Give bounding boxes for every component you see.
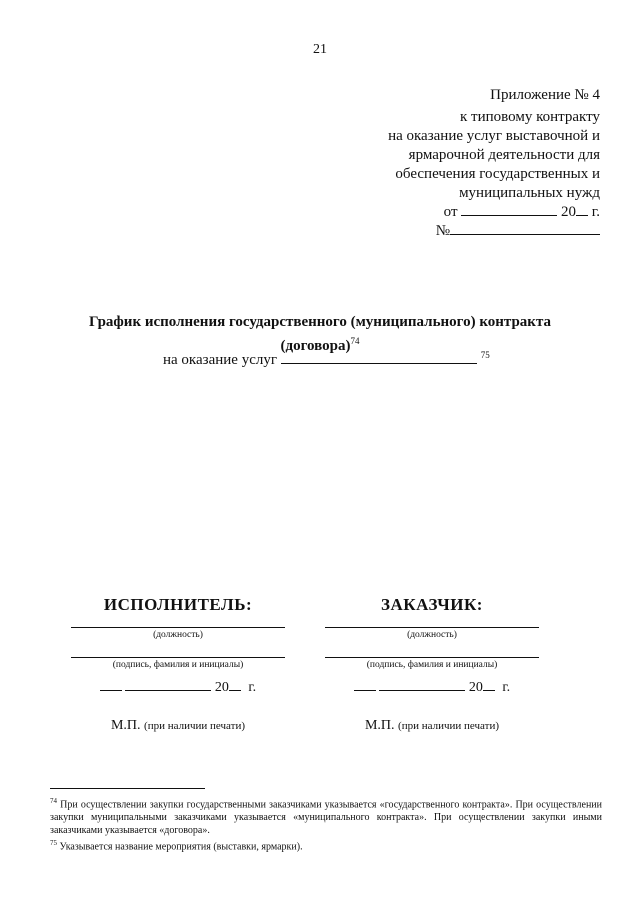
services-label: на оказание услуг (163, 352, 277, 368)
date-year: 20 (468, 680, 483, 695)
number-prefix: № (435, 223, 450, 239)
position-line (71, 627, 285, 628)
appendix-line: ярмарочной деятельности для (408, 147, 600, 163)
footnote-separator (50, 788, 205, 789)
footnote-text: Указывается название мероприятия (выставки, ярмарки). (59, 841, 303, 853)
appendix-number (388, 222, 600, 241)
executor-block (68, 595, 288, 734)
appendix-date (388, 203, 600, 222)
executor-stamp (68, 718, 288, 734)
stamp-label: М.П. (364, 718, 395, 733)
date-suffix: г. (502, 680, 511, 695)
customer-block (322, 595, 542, 734)
date-year: 20 (214, 680, 229, 695)
customer-heading: ЗАКАЗЧИК: (381, 595, 483, 614)
appendix-header (388, 86, 600, 241)
footnote-75 (50, 837, 602, 853)
title-line-2-text: (договора) (280, 338, 351, 354)
appendix-line: обеспечения государственных и (395, 166, 600, 182)
customer-stamp (322, 718, 542, 734)
title-line-1: График исполнения государственного (муниципального) контракта (88, 314, 551, 330)
position-caption: (должность) (407, 630, 457, 640)
executor-heading: ИСПОЛНИТЕЛЬ: (103, 595, 253, 614)
signature-line (71, 657, 285, 658)
customer-date (322, 678, 542, 696)
services-blank (281, 351, 477, 364)
stamp-note: (при наличии печати) (398, 720, 500, 732)
year-blank (229, 678, 241, 691)
signature-line (325, 657, 539, 658)
footnote-74 (50, 795, 602, 837)
date-suffix: г. (248, 680, 257, 695)
footnotes (50, 795, 602, 854)
stamp-label: М.П. (110, 718, 141, 733)
page-number: 21 (313, 42, 327, 57)
date-year: 20 (561, 204, 577, 220)
appendix-title: Приложение № 4 (490, 87, 600, 103)
executor-date (68, 678, 288, 696)
footnote-number: 74 (50, 797, 57, 805)
date-blank (461, 203, 557, 216)
signature-caption: (подпись, фамилия и инициалы) (112, 660, 244, 670)
footnote-text: При осуществлении закупки государственными заказчиками указывается «государственного контракта». При осуществлении закупки муниципальными заказчиками указывается «муниципального контракта». При осуществлении закупки иными заказчиками указывается «договора». (50, 799, 602, 837)
services-line (163, 350, 490, 369)
year-blank (576, 203, 588, 216)
appendix-line: на оказание услуг выставочной и (388, 128, 600, 144)
month-blank (125, 678, 211, 691)
year-blank (483, 678, 495, 691)
day-blank (100, 678, 122, 691)
footnote-number: 75 (50, 839, 57, 848)
date-prefix: от (443, 204, 458, 220)
position-caption: (должность) (153, 630, 203, 640)
footnote-ref: 74 (350, 336, 360, 346)
appendix-line: муниципальных нужд (459, 185, 600, 201)
footnote-ref: 75 (480, 350, 490, 360)
signature-caption: (подпись, фамилия и инициалы) (366, 660, 498, 670)
day-blank (354, 678, 376, 691)
position-line (325, 627, 539, 628)
appendix-line: к типовому контракту (460, 109, 600, 125)
stamp-note: (при наличии печати) (144, 720, 246, 732)
number-blank (450, 222, 600, 235)
date-suffix: г. (591, 204, 600, 220)
month-blank (379, 678, 465, 691)
